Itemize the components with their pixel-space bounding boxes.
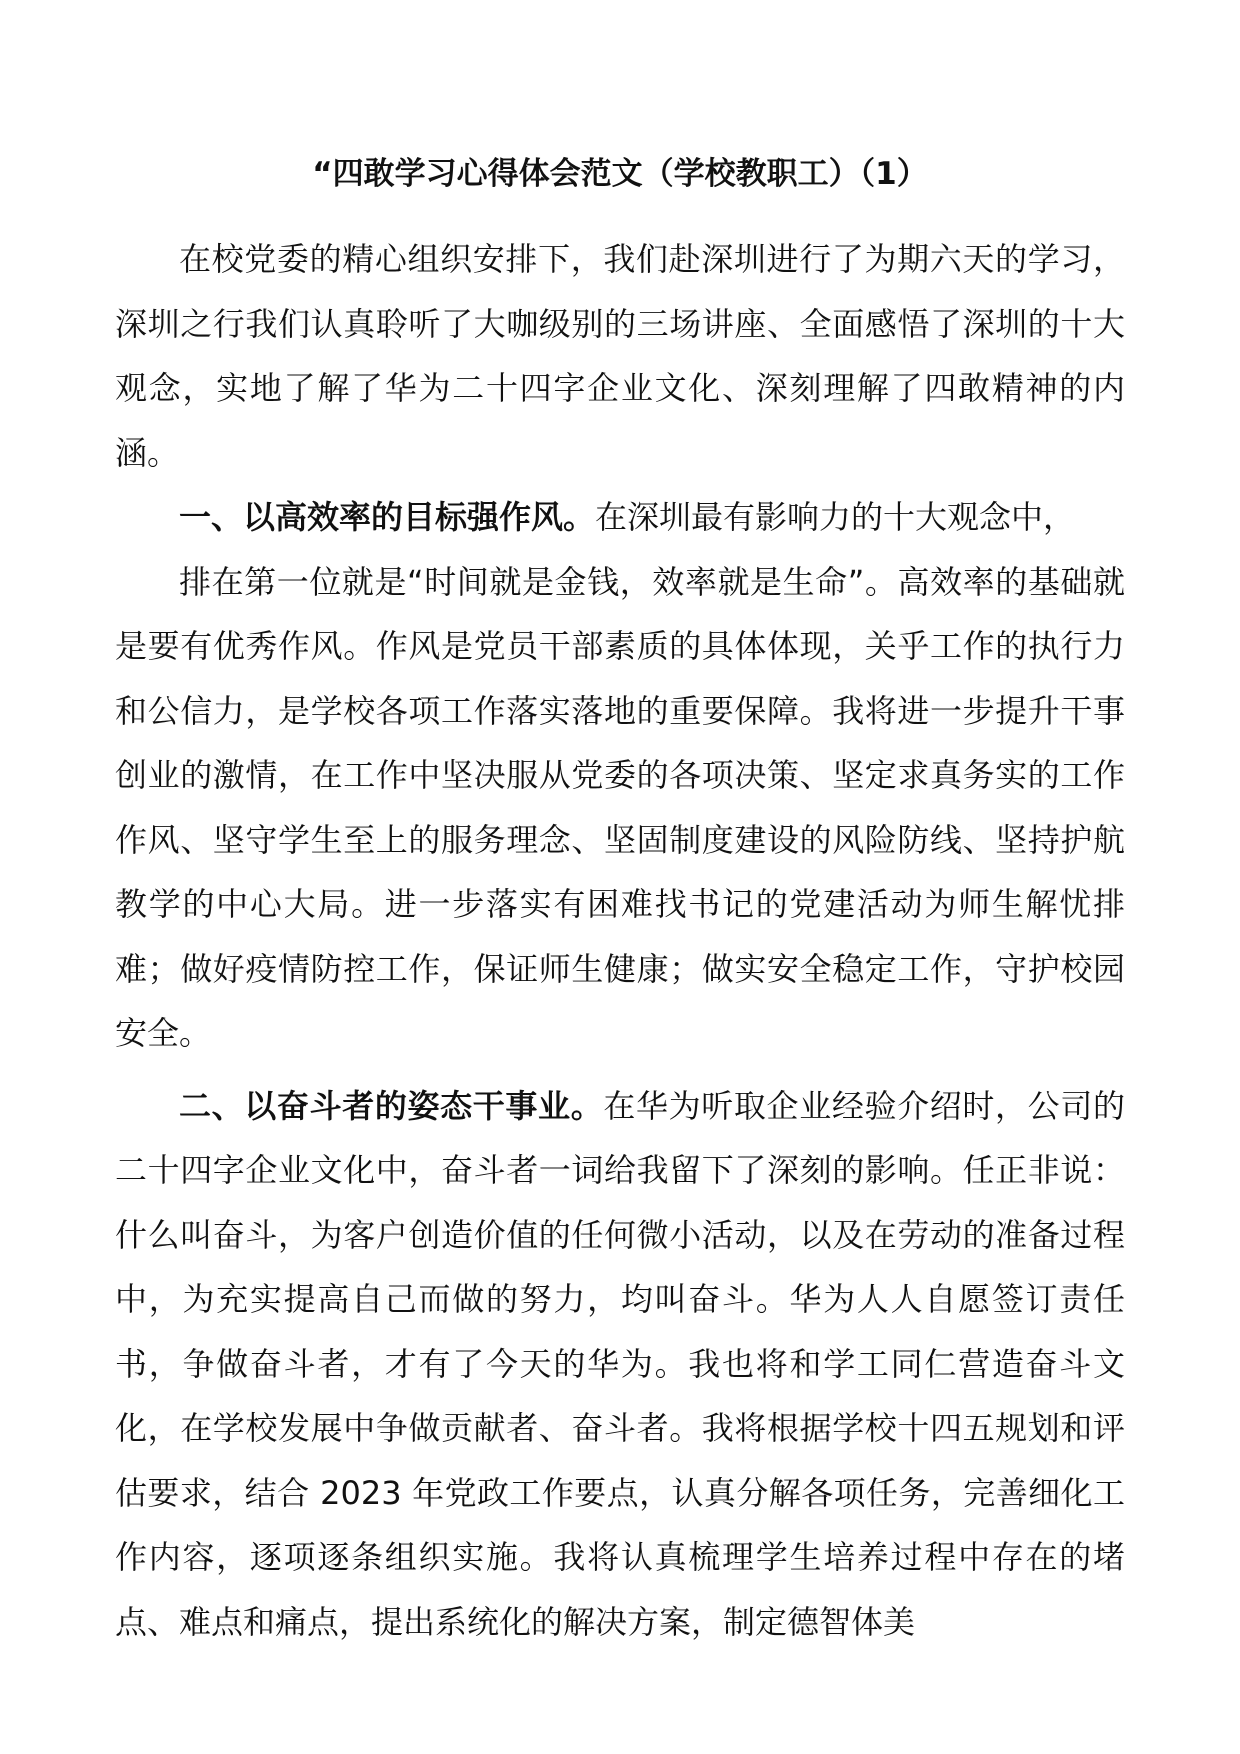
paragraph-intro: [115, 227, 1125, 485]
section-heading-2: 二、以奋斗者的姿态干事业。: [179, 1086, 604, 1125]
paragraph-section-1: [115, 485, 1125, 550]
section-heading-1: 一、以高效率的目标强作风。: [179, 498, 596, 536]
paragraph-section-2: [115, 1074, 1125, 1655]
document-body: [115, 227, 1125, 1654]
paragraph-text: 排在第一位就是“时间就是金钱，效率就是生命”。高效率的基础就是要有优秀作风。作风是党员干部素质的具体体现，关乎工作的执行力和公信力，是学校各项工作落实落地的重要保障。我将进一步提升干事创业的激情，在工作中坚决服从党委的各项决策、坚定求真务实的工作作风、坚守学生至上的服务理念、坚固制度建设的风险防线、坚持护航教学的中心大局。进一步落实有困难找书记的党建活动为师生解忧排难；做好疫情防控工作，保证师生健康；做实安全稳定工作，守护校园安全。: [115, 562, 1125, 1052]
paragraph-text: 在校党委的精心组织安排下，我们赴深圳进行了为期六天的学习，深圳之行我们认真聆听了大咖级别的三场讲座、全面感悟了深圳的十大观念，实地了解了华为二十四字企业文化、深刻理解了四敢精神的内涵。: [115, 240, 1125, 472]
paragraph-section-1-body: [115, 550, 1125, 1066]
paragraph-text: 在华为听取企业经验介绍时，公司的二十四字企业文化中，奋斗者一词给我留下了深刻的影响。任正非说：什么叫奋斗，为客户创造价值的任何微小活动，以及在劳动的准备过程中，为充实提高自己而做的努力，均叫奋斗。华为人人自愿签订责任书，争做奋斗者，才有了今天的华为。我也将和学工同仁营造奋斗文化，在学校发展中争做贡献者、奋斗者。我将根据学校十四五规划和评估要求，结合 2023 年党政工作要点，认真分解各项任务，完善细化工作内容，逐项逐条组织实施。我将认真梳理学生培养过程中存在的堵点、难点和痛点，提出系统化的解决方案，制定德智体美: [115, 1086, 1125, 1641]
document-title: “四敢学习心得体会范文（学校教职工）（1）: [312, 156, 928, 192]
paragraph-text: 在深圳最有影响力的十大观念中，: [595, 498, 1076, 536]
